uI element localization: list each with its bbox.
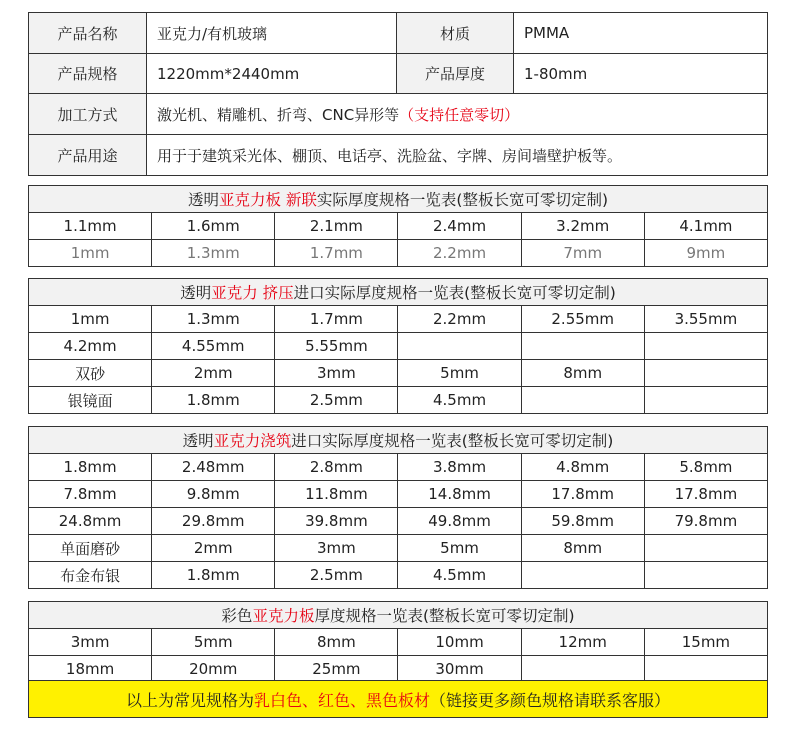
spec-cell: 30mm xyxy=(398,656,521,683)
spec-row xyxy=(29,562,768,589)
spec-cell: 3.8mm xyxy=(398,454,521,481)
spec-row xyxy=(29,629,768,656)
spec-cell: 1mm xyxy=(29,240,152,267)
spec-cell xyxy=(644,562,767,589)
spec-cell xyxy=(644,333,767,360)
spec-cell: 4.8mm xyxy=(521,454,644,481)
product-info-table xyxy=(28,12,768,176)
spec-cell: 1.6mm xyxy=(152,213,275,240)
spec-cell: 2.48mm xyxy=(152,454,275,481)
spec-title-part: 进口实际厚度规格一览表(整板长宽可零切定制) xyxy=(291,432,614,450)
spec-cell: 79.8mm xyxy=(644,508,767,535)
info-label: 加工方式 xyxy=(29,94,147,135)
spec-cell: 3mm xyxy=(275,360,398,387)
info-label: 产品用途 xyxy=(29,135,147,176)
info-value xyxy=(147,94,768,135)
spec-cell: 1.3mm xyxy=(152,240,275,267)
spec-row xyxy=(29,656,768,683)
spec-cell: 单面磨砂 xyxy=(29,535,152,562)
spec-cell xyxy=(644,360,767,387)
spec-cell: 1.8mm xyxy=(152,562,275,589)
spec-cell: 5mm xyxy=(398,360,521,387)
spec-cell: 17.8mm xyxy=(521,481,644,508)
info-label: 产品厚度 xyxy=(397,54,514,94)
spec-table-xinlian xyxy=(28,185,768,267)
spec-cell xyxy=(521,656,644,683)
spec-cell: 24.8mm xyxy=(29,508,152,535)
spec-cell xyxy=(521,387,644,414)
spec-cell: 3.55mm xyxy=(644,306,767,333)
spec-cell: 8mm xyxy=(521,535,644,562)
spec-cell: 5mm xyxy=(152,629,275,656)
spec-cell: 14.8mm xyxy=(398,481,521,508)
spec-cell: 20mm xyxy=(152,656,275,683)
spec-row xyxy=(29,508,768,535)
spec-cell xyxy=(644,656,767,683)
spec-title xyxy=(29,602,768,629)
spec-cell: 4.55mm xyxy=(152,333,275,360)
spec-cell: 2.5mm xyxy=(275,562,398,589)
spec-cell xyxy=(521,562,644,589)
spec-cell: 17.8mm xyxy=(644,481,767,508)
spec-cell: 4.2mm xyxy=(29,333,152,360)
spec-cell: 12mm xyxy=(521,629,644,656)
spec-title-part: 亚克力 挤压 xyxy=(211,284,294,302)
spec-cell: 11.8mm xyxy=(275,481,398,508)
spec-cell: 银镜面 xyxy=(29,387,152,414)
spec-row xyxy=(29,454,768,481)
spec-cell: 8mm xyxy=(275,629,398,656)
spec-table-extruded xyxy=(28,278,768,414)
spec-cell: 8mm xyxy=(521,360,644,387)
spec-cell: 2mm xyxy=(152,360,275,387)
spec-cell: 2.1mm xyxy=(275,213,398,240)
spec-cell: 49.8mm xyxy=(398,508,521,535)
spec-cell: 7mm xyxy=(521,240,644,267)
spec-cell: 5.55mm xyxy=(275,333,398,360)
banner-note: （链接更多颜色规格请联系客服） xyxy=(430,690,671,710)
spec-title-part: 透明 xyxy=(180,284,212,302)
processing-note: （支持任意零切） xyxy=(399,105,520,124)
spec-cell: 2.2mm xyxy=(398,240,521,267)
spec-cell: 3mm xyxy=(275,535,398,562)
spec-cell xyxy=(644,535,767,562)
spec-cell: 2.55mm xyxy=(521,306,644,333)
info-row-usage xyxy=(29,135,768,176)
spec-cell: 15mm xyxy=(644,629,767,656)
spec-cell: 1mm xyxy=(29,306,152,333)
spec-cell xyxy=(398,333,521,360)
info-row-spec xyxy=(29,54,768,94)
spec-cell: 18mm xyxy=(29,656,152,683)
spec-row xyxy=(29,481,768,508)
spec-cell: 7.8mm xyxy=(29,481,152,508)
spec-title xyxy=(29,279,768,306)
info-value: PMMA xyxy=(514,13,768,54)
spec-title-part: 透明 xyxy=(187,191,219,209)
spec-row xyxy=(29,306,768,333)
spec-cell: 3mm xyxy=(29,629,152,656)
spec-row xyxy=(29,333,768,360)
spec-cell: 4.5mm xyxy=(398,387,521,414)
spec-cell: 2.4mm xyxy=(398,213,521,240)
spec-title-row xyxy=(29,427,768,454)
spec-table-cast xyxy=(28,426,768,589)
info-value: 1220mm*2440mm xyxy=(147,54,397,94)
spec-cell: 9.8mm xyxy=(152,481,275,508)
spec-title-part: 厚度规格一览表(整板长宽可零切定制) xyxy=(314,607,575,625)
spec-cell: 4.1mm xyxy=(644,213,767,240)
spec-cell: 1.7mm xyxy=(275,306,398,333)
spec-cell: 2mm xyxy=(152,535,275,562)
info-value: 亚克力/有机玻璃 xyxy=(147,13,397,54)
spec-title-part: 实际厚度规格一览表(整板长宽可零切定制) xyxy=(316,191,609,209)
info-row-name xyxy=(29,13,768,54)
spec-cell: 5.8mm xyxy=(644,454,767,481)
spec-cell: 1.8mm xyxy=(29,454,152,481)
spec-cell: 4.5mm xyxy=(398,562,521,589)
banner-text: 以上为常见规格为 xyxy=(125,690,254,710)
info-label: 材质 xyxy=(397,13,514,54)
spec-cell: 59.8mm xyxy=(521,508,644,535)
info-label: 产品名称 xyxy=(29,13,147,54)
spec-cell xyxy=(644,387,767,414)
spec-title xyxy=(29,427,768,454)
info-label: 产品规格 xyxy=(29,54,147,94)
spec-table-color xyxy=(28,601,768,683)
processing-text: 激光机、精雕机、折弯、CNC异形等 xyxy=(157,105,400,124)
spec-row xyxy=(29,360,768,387)
spec-title-part: 透明 xyxy=(182,432,214,450)
spec-cell: 39.8mm xyxy=(275,508,398,535)
spec-row xyxy=(29,387,768,414)
spec-title-row xyxy=(29,186,768,213)
spec-title-part: 亚克力板 新联 xyxy=(218,191,317,209)
spec-row xyxy=(29,213,768,240)
spec-title-part: 彩色 xyxy=(221,607,253,625)
spec-title xyxy=(29,186,768,213)
spec-cell: 2.5mm xyxy=(275,387,398,414)
footer-banner xyxy=(28,680,768,718)
spec-cell: 9mm xyxy=(644,240,767,267)
spec-row xyxy=(29,535,768,562)
spec-title-row xyxy=(29,279,768,306)
spec-title-part: 亚克力板 xyxy=(252,607,315,625)
spec-cell: 25mm xyxy=(275,656,398,683)
spec-title-part: 进口实际厚度规格一览表(整板长宽可零切定制) xyxy=(293,284,616,302)
info-value: 1-80mm xyxy=(514,54,768,94)
spec-title-row xyxy=(29,602,768,629)
spec-cell: 1.1mm xyxy=(29,213,152,240)
spec-cell: 1.7mm xyxy=(275,240,398,267)
spec-cell: 2.8mm xyxy=(275,454,398,481)
info-row-processing xyxy=(29,94,768,135)
spec-cell: 1.3mm xyxy=(152,306,275,333)
spec-cell xyxy=(521,333,644,360)
spec-cell: 29.8mm xyxy=(152,508,275,535)
spec-cell: 布金布银 xyxy=(29,562,152,589)
spec-cell: 1.8mm xyxy=(152,387,275,414)
spec-row xyxy=(29,240,768,267)
spec-cell: 双砂 xyxy=(29,360,152,387)
spec-cell: 10mm xyxy=(398,629,521,656)
spec-title-part: 亚克力浇筑 xyxy=(213,432,292,450)
spec-cell: 5mm xyxy=(398,535,521,562)
spec-cell: 3.2mm xyxy=(521,213,644,240)
spec-cell: 2.2mm xyxy=(398,306,521,333)
banner-highlight: 乳白色、红色、黑色板材 xyxy=(253,690,430,710)
info-value: 用于于建筑采光体、棚顶、电话亭、洗脸盆、字牌、房间墙壁护板等。 xyxy=(147,135,768,176)
